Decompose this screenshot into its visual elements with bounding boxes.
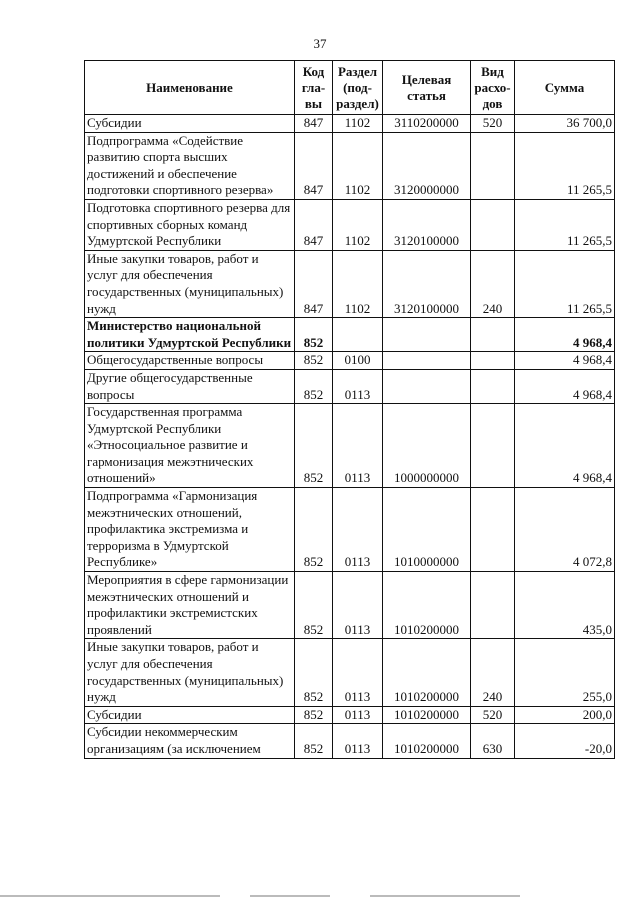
cell-code: 852 [295, 724, 333, 758]
table-row [85, 132, 615, 199]
cell-code: 852 [295, 706, 333, 724]
cell-section: 0113 [333, 488, 383, 572]
cell-target [383, 369, 471, 403]
header-amount: Сумма [515, 61, 615, 115]
scan-artifact [0, 893, 640, 899]
cell-section: 0113 [333, 404, 383, 488]
cell-target: 3110200000 [383, 115, 471, 133]
cell-target [383, 318, 471, 352]
table-row [85, 639, 615, 706]
cell-target: 1010000000 [383, 488, 471, 572]
cell-type: 630 [471, 724, 515, 758]
cell-target [383, 352, 471, 370]
header-name: Наименование [85, 61, 295, 115]
cell-code: 852 [295, 352, 333, 370]
cell-amount: 435,0 [515, 572, 615, 639]
cell-code: 852 [295, 488, 333, 572]
cell-name: Государственная программа Удмуртской Республики «Этносоциальное развитие и гармонизация межэтнических отношений» [85, 404, 295, 488]
cell-section: 1102 [333, 115, 383, 133]
cell-amount: 4 968,4 [515, 404, 615, 488]
table-row [85, 488, 615, 572]
cell-amount: 36 700,0 [515, 115, 615, 133]
header-section: Раздел (под- раздел) [333, 61, 383, 115]
cell-target: 3120100000 [383, 250, 471, 317]
cell-amount: 4 072,8 [515, 488, 615, 572]
cell-code: 852 [295, 404, 333, 488]
cell-code: 852 [295, 369, 333, 403]
table-row [85, 250, 615, 317]
cell-amount: -20,0 [515, 724, 615, 758]
cell-name: Иные закупки товаров, работ и услуг для обеспечения государственных (муниципальных) нужд [85, 639, 295, 706]
cell-name: Субсидии некоммерческим организациям (за исключением [85, 724, 295, 758]
cell-target: 3120100000 [383, 199, 471, 250]
cell-type [471, 199, 515, 250]
cell-amount: 11 265,5 [515, 199, 615, 250]
cell-target: 1010200000 [383, 572, 471, 639]
page-number: 37 [313, 36, 327, 51]
header-code: Код гла- вы [295, 61, 333, 115]
cell-amount: 200,0 [515, 706, 615, 724]
cell-code: 852 [295, 572, 333, 639]
budget-table [84, 60, 615, 759]
table-row [85, 572, 615, 639]
cell-type [471, 572, 515, 639]
cell-type [471, 318, 515, 352]
cell-section: 0113 [333, 639, 383, 706]
cell-section: 0113 [333, 572, 383, 639]
cell-target: 1010200000 [383, 639, 471, 706]
cell-section: 1102 [333, 199, 383, 250]
cell-type: 520 [471, 115, 515, 133]
header-row [85, 61, 615, 115]
cell-name: Другие общегосударственные вопросы [85, 369, 295, 403]
cell-code: 852 [295, 318, 333, 352]
cell-section: 1102 [333, 250, 383, 317]
cell-type [471, 369, 515, 403]
cell-name: Общегосударственные вопросы [85, 352, 295, 370]
cell-amount: 11 265,5 [515, 132, 615, 199]
cell-name: Подпрограмма «Гармонизация межэтнических отношений, профилактика экстремизма и терроризма в Удмуртской Республике» [85, 488, 295, 572]
table-row [85, 352, 615, 370]
cell-name: Мероприятия в сфере гармонизации межэтнических отношений и профилактики экстремистских проявлений [85, 572, 295, 639]
cell-amount: 4 968,4 [515, 318, 615, 352]
cell-name: Подпрограмма «Содействие развитию спорта высших достижений и обеспечение подготовки спортивного резерва» [85, 132, 295, 199]
table-row [85, 115, 615, 133]
header-type: Вид расхо- дов [471, 61, 515, 115]
cell-section: 0100 [333, 352, 383, 370]
cell-code: 847 [295, 250, 333, 317]
cell-type: 520 [471, 706, 515, 724]
cell-section: 0113 [333, 706, 383, 724]
table-row [85, 706, 615, 724]
cell-code: 847 [295, 199, 333, 250]
cell-code: 847 [295, 115, 333, 133]
table-row [85, 318, 615, 352]
cell-type: 240 [471, 250, 515, 317]
table-row [85, 199, 615, 250]
cell-target: 1010200000 [383, 706, 471, 724]
header-target: Целевая статья [383, 61, 471, 115]
table-row [85, 404, 615, 488]
cell-code: 847 [295, 132, 333, 199]
cell-name: Иные закупки товаров, работ и услуг для обеспечения государственных (муниципальных) нужд [85, 250, 295, 317]
cell-target: 1000000000 [383, 404, 471, 488]
cell-code: 852 [295, 639, 333, 706]
cell-type [471, 404, 515, 488]
cell-amount: 255,0 [515, 639, 615, 706]
cell-type [471, 488, 515, 572]
cell-section: 0113 [333, 724, 383, 758]
table-row [85, 369, 615, 403]
cell-name: Субсидии [85, 706, 295, 724]
cell-amount: 11 265,5 [515, 250, 615, 317]
cell-section: 0113 [333, 369, 383, 403]
cell-name: Министерство национальной политики Удмуртской Республики [85, 318, 295, 352]
cell-section: 1102 [333, 132, 383, 199]
cell-section [333, 318, 383, 352]
cell-name: Подготовка спортивного резерва для спортивных сборных команд Удмуртской Республики [85, 199, 295, 250]
cell-amount: 4 968,4 [515, 352, 615, 370]
cell-target: 3120000000 [383, 132, 471, 199]
table-row [85, 724, 615, 758]
cell-amount: 4 968,4 [515, 369, 615, 403]
cell-target: 1010200000 [383, 724, 471, 758]
cell-type [471, 132, 515, 199]
cell-type: 240 [471, 639, 515, 706]
cell-name: Субсидии [85, 115, 295, 133]
cell-type [471, 352, 515, 370]
